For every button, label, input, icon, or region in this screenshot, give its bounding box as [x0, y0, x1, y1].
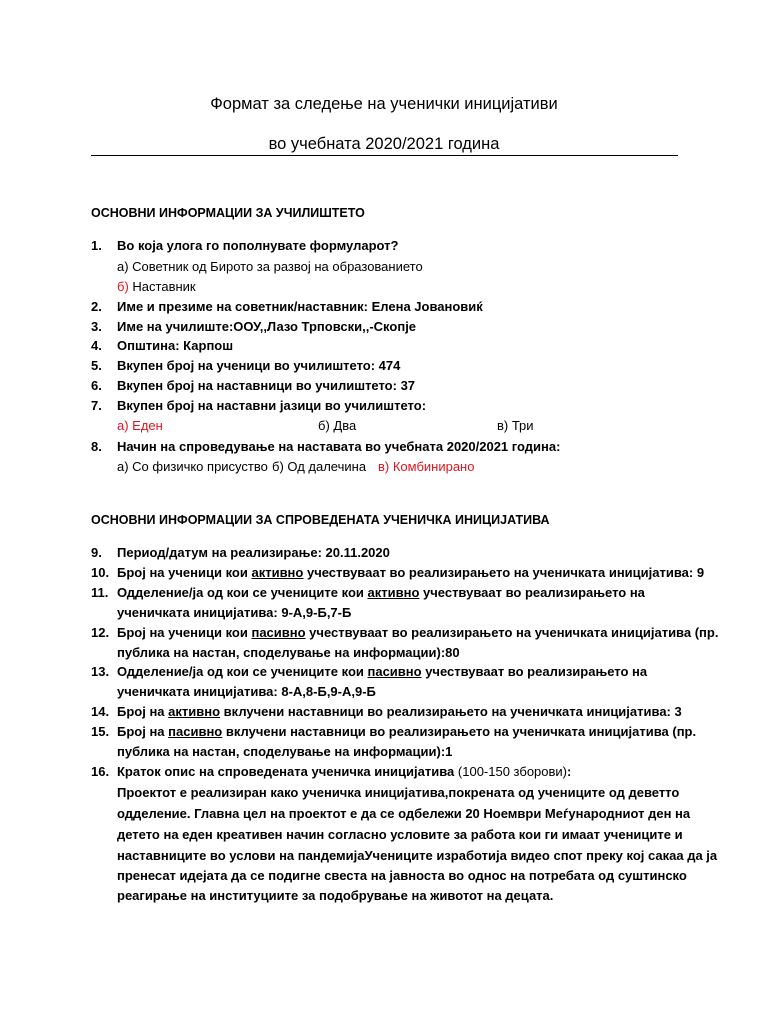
question-11-continued: ученичката иницијатива: 9-А,9-Б,7-Б	[117, 605, 352, 620]
question-7-option-c: в) Три	[497, 418, 534, 433]
question-1: 1. Во која улога го пополнувате формуларот?	[91, 238, 399, 253]
description-line: одделение. Главна цел на проектот е да се одбележи 20 Ноември Меѓународниот ден на	[117, 806, 691, 821]
question-5: 5. Вкупен број на ученици во училиштето: 474	[91, 358, 401, 373]
question-6: 6. Вкупен број на наставници во училиштето: 37	[91, 378, 416, 393]
question-15-continued: публика на настан, споделување на информации):1	[117, 744, 453, 759]
question-7: 7. Вкупен број на наставни јазици во училиштето:	[91, 398, 427, 413]
question-15: 15. Број на пасивно вклучени наставници во реализирањето на ученичката иницијатива (пр.	[91, 724, 697, 739]
question-14: 14. Број на активно вклучени наставници во реализирањето на ученичката иницијатива: 3	[91, 704, 682, 719]
question-8-option-a: а) Со физичко присуство	[117, 459, 268, 474]
question-8-option-b: б) Од далечина	[272, 459, 367, 474]
question-2: 2. Име и презиме на советник/наставник: Елена Јовановиќ	[91, 299, 483, 314]
description-line: реагирање на институциите за подобрување на животот на децата.	[117, 888, 554, 903]
description-line: наставниците во услови на пандемијаУчениците изработија видео спот преку кој сакаа да ја	[117, 848, 718, 863]
title-divider	[91, 155, 678, 156]
question-16: 16. Краток опис на спроведената ученичка иницијатива (100-150 зборови):	[91, 764, 572, 779]
question-12: 12. Број на ученици кои пасивно учествуваат во реализирањето на ученичката иницијатива (пр.	[91, 625, 719, 640]
question-8-option-c: в) Комбинирано	[378, 459, 475, 474]
question-3: 3. Име на училиште:ООУ,,Лазо Трповски,,-Скопје	[91, 319, 417, 334]
document-subtitle: во учебната 2020/2021 година	[268, 135, 500, 153]
question-11: 11. Одделение/ја од кои се учениците кои активно учествуваат во реализирањето на	[91, 585, 645, 600]
question-12-continued: публика на настан, споделување на информации):80	[117, 645, 460, 660]
description-line: Проектот е реализиран како ученичка иницијатива,покрената од учениците од деветто	[117, 785, 680, 800]
description-line: детето на еден креативен начин согласно условите за работа кои ги имаат учениците и	[117, 827, 683, 842]
question-13: 13. Одделение/ја од кои се учениците кои пасивно учествуваат во реализирањето на	[91, 664, 648, 679]
question-9: 9. Период/датум на реализирање: 20.11.2020	[91, 545, 390, 560]
section-initiative-info-heading: ОСНОВНИ ИНФОРМАЦИИ ЗА СПРОВЕДЕНАТА УЧЕНИЧКА ИНИЦИЈАТИВА	[91, 513, 550, 527]
question-13-continued: ученичката иницијатива: 8-А,8-Б,9-А,9-Б	[117, 684, 376, 699]
document-title: Формат за следење на ученички иницијативи	[210, 95, 558, 113]
question-4: 4. Општина: Карпош	[91, 338, 234, 353]
question-1-option-a: а) Советник од Бирото за развој на образованието	[117, 259, 423, 274]
question-1-option-b: б) Наставник	[117, 279, 196, 294]
question-7-option-a: а) Еден	[117, 418, 163, 433]
question-7-option-b: б) Два	[318, 418, 357, 433]
section-school-info-heading: ОСНОВНИ ИНФОРМАЦИИ ЗА УЧИЛИШТЕТО	[91, 206, 365, 220]
question-10: 10. Број на ученици кои активно учествуваат во реализирањето на ученичката иницијатива: 9	[91, 565, 705, 580]
description-line: пренесат идејата да се подигне свеста на јавноста во однос на потребата од суштинско	[117, 868, 687, 883]
question-8: 8. Начин на спроведување на наставата во учебната 2020/2021 година:	[91, 439, 561, 454]
